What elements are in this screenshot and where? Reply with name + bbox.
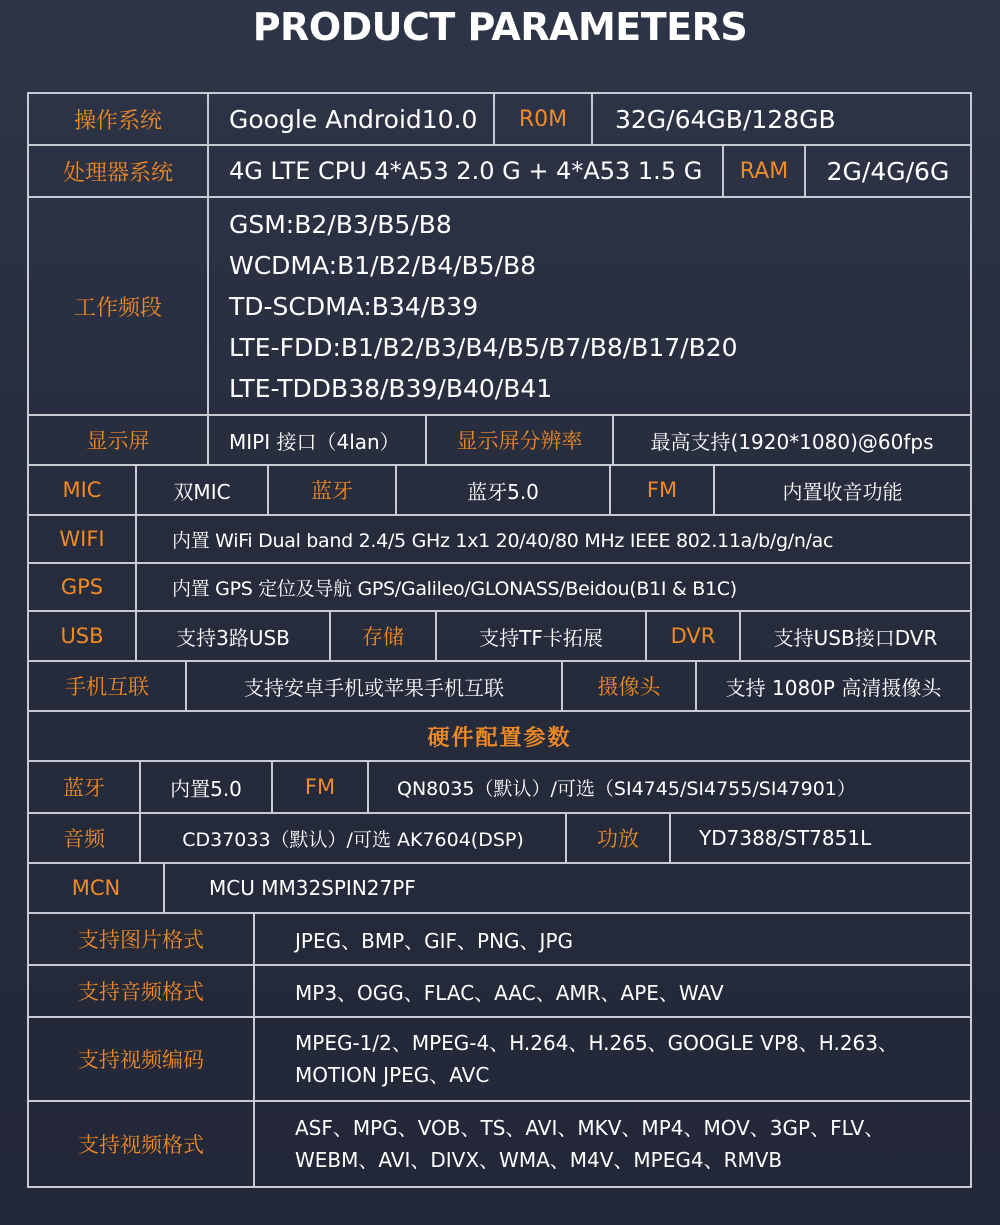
video-codec-label: 支持视频编码 [29, 1018, 255, 1100]
mcn-label: MCN [29, 864, 165, 912]
band-item: TD-SCDMA:B34/B39 [229, 291, 479, 321]
audio-label: 音频 [29, 814, 141, 862]
table-row [27, 564, 972, 612]
table-row [27, 198, 972, 416]
screen-value: MIPI 接口（4lan） [209, 416, 427, 464]
bluetooth-value: 蓝牙5.0 [397, 466, 611, 514]
phone-link-label: 手机互联 [29, 662, 187, 710]
band-item: WCDMA:B1/B2/B4/B5/B8 [229, 250, 537, 280]
storage-value: 支持TF卡拓展 [437, 612, 647, 660]
table-row [27, 146, 972, 198]
table-row [27, 416, 972, 466]
dvr-label: DVR [647, 612, 741, 660]
video-codec-line: MOTION JPEG、AVC [295, 1063, 490, 1087]
table-row [27, 612, 972, 662]
table-row [27, 516, 972, 564]
video-format-line: WEBM、AVI、DIVX、WMA、M4V、MPEG4、RMVB [295, 1148, 783, 1172]
video-codec-line: MPEG-1/2、MPEG-4、H.264、H.265、GOOGLE VP8、H.263、 [295, 1031, 898, 1055]
camera-label: 摄像头 [563, 662, 697, 710]
table-row [27, 814, 972, 864]
fm-label: FM [611, 466, 715, 514]
band-label: 工作频段 [29, 198, 209, 414]
ram-label: RAM [724, 146, 806, 196]
resolution-value: 最高支持(1920*1080)@60fps [614, 416, 972, 464]
wifi-label: WIFI [29, 516, 137, 562]
video-format-line: ASF、MPG、VOB、TS、AVI、MKV、MP4、MOV、3GP、FLV、 [295, 1116, 885, 1140]
band-item: LTE-TDDB38/B39/B40/B41 [229, 373, 553, 403]
spec-table [27, 92, 972, 1188]
band-item: LTE-FDD:B1/B2/B3/B4/B5/B7/B8/B17/B20 [229, 332, 738, 362]
audio-format-label: 支持音频格式 [29, 966, 255, 1016]
cpu-value: 4G LTE CPU 4*A53 2.0 G + 4*A53 1.5 G [209, 146, 724, 196]
resolution-label: 显示屏分辨率 [427, 416, 614, 464]
gps-label: GPS [29, 564, 137, 610]
gps-value: 内置 GPS 定位及导航 GPS/Galileo/GLONASS/Beidou(B1I & B1C) [137, 564, 972, 610]
table-row [27, 94, 972, 146]
hardware-section-heading: 硬件配置参数 [29, 712, 972, 760]
rom-label: R0M [495, 94, 593, 144]
ram-value: 2G/4G/6G [806, 146, 972, 196]
hw-fm-value: QN8035（默认）/可选（SI4745/SI4755/SI47901） [369, 762, 972, 812]
table-row [27, 966, 972, 1018]
amplifier-value: YD7388/ST7851L [671, 814, 972, 862]
wifi-value: 内置 WiFi Dual band 2.4/5 GHz 1x1 20/40/80 MHz IEEE 802.11a/b/g/n/ac [137, 516, 972, 562]
image-format-value: JPEG、BMP、GIF、PNG、JPG [255, 914, 972, 964]
video-codec-value [255, 1018, 972, 1100]
hw-bluetooth-label: 蓝牙 [29, 762, 141, 812]
page-title: PRODUCT PARAMETERS [252, 5, 748, 49]
fm-value: 内置收音功能 [715, 466, 972, 514]
band-list [209, 198, 972, 414]
video-format-value [255, 1102, 972, 1186]
bluetooth-label: 蓝牙 [269, 466, 397, 514]
os-value: Google Android10.0 [209, 94, 495, 144]
usb-label: USB [29, 612, 137, 660]
table-row [27, 864, 972, 914]
dvr-value: 支持USB接口DVR [741, 612, 972, 660]
image-format-label: 支持图片格式 [29, 914, 255, 964]
audio-format-value: MP3、OGG、FLAC、AAC、AMR、APE、WAV [255, 966, 972, 1016]
hw-fm-label: FM [273, 762, 369, 812]
table-row [27, 1018, 972, 1102]
usb-value: 支持3路USB [137, 612, 331, 660]
video-format-label: 支持视频格式 [29, 1102, 255, 1186]
band-item: GSM:B2/B3/B5/B8 [229, 209, 452, 239]
table-row [27, 762, 972, 814]
phone-link-value: 支持安卓手机或苹果手机互联 [187, 662, 563, 710]
amplifier-label: 功放 [567, 814, 671, 862]
audio-value: CD37033（默认）/可选 AK7604(DSP) [141, 814, 567, 862]
mic-value: 双MIC [137, 466, 269, 514]
table-row [27, 914, 972, 966]
cpu-label: 处理器系统 [29, 146, 209, 196]
mcn-value: MCU MM32SPIN27PF [165, 864, 972, 912]
table-row [27, 1102, 972, 1188]
table-row [27, 466, 972, 516]
camera-value: 支持 1080P 高清摄像头 [697, 662, 972, 710]
hw-bluetooth-value: 内置5.0 [141, 762, 273, 812]
table-row [27, 712, 972, 762]
screen-label: 显示屏 [29, 416, 209, 464]
table-row [27, 662, 972, 712]
os-label: 操作系统 [29, 94, 209, 144]
storage-label: 存储 [331, 612, 437, 660]
mic-label: MIC [29, 466, 137, 514]
rom-value: 32G/64GB/128GB [593, 94, 972, 144]
